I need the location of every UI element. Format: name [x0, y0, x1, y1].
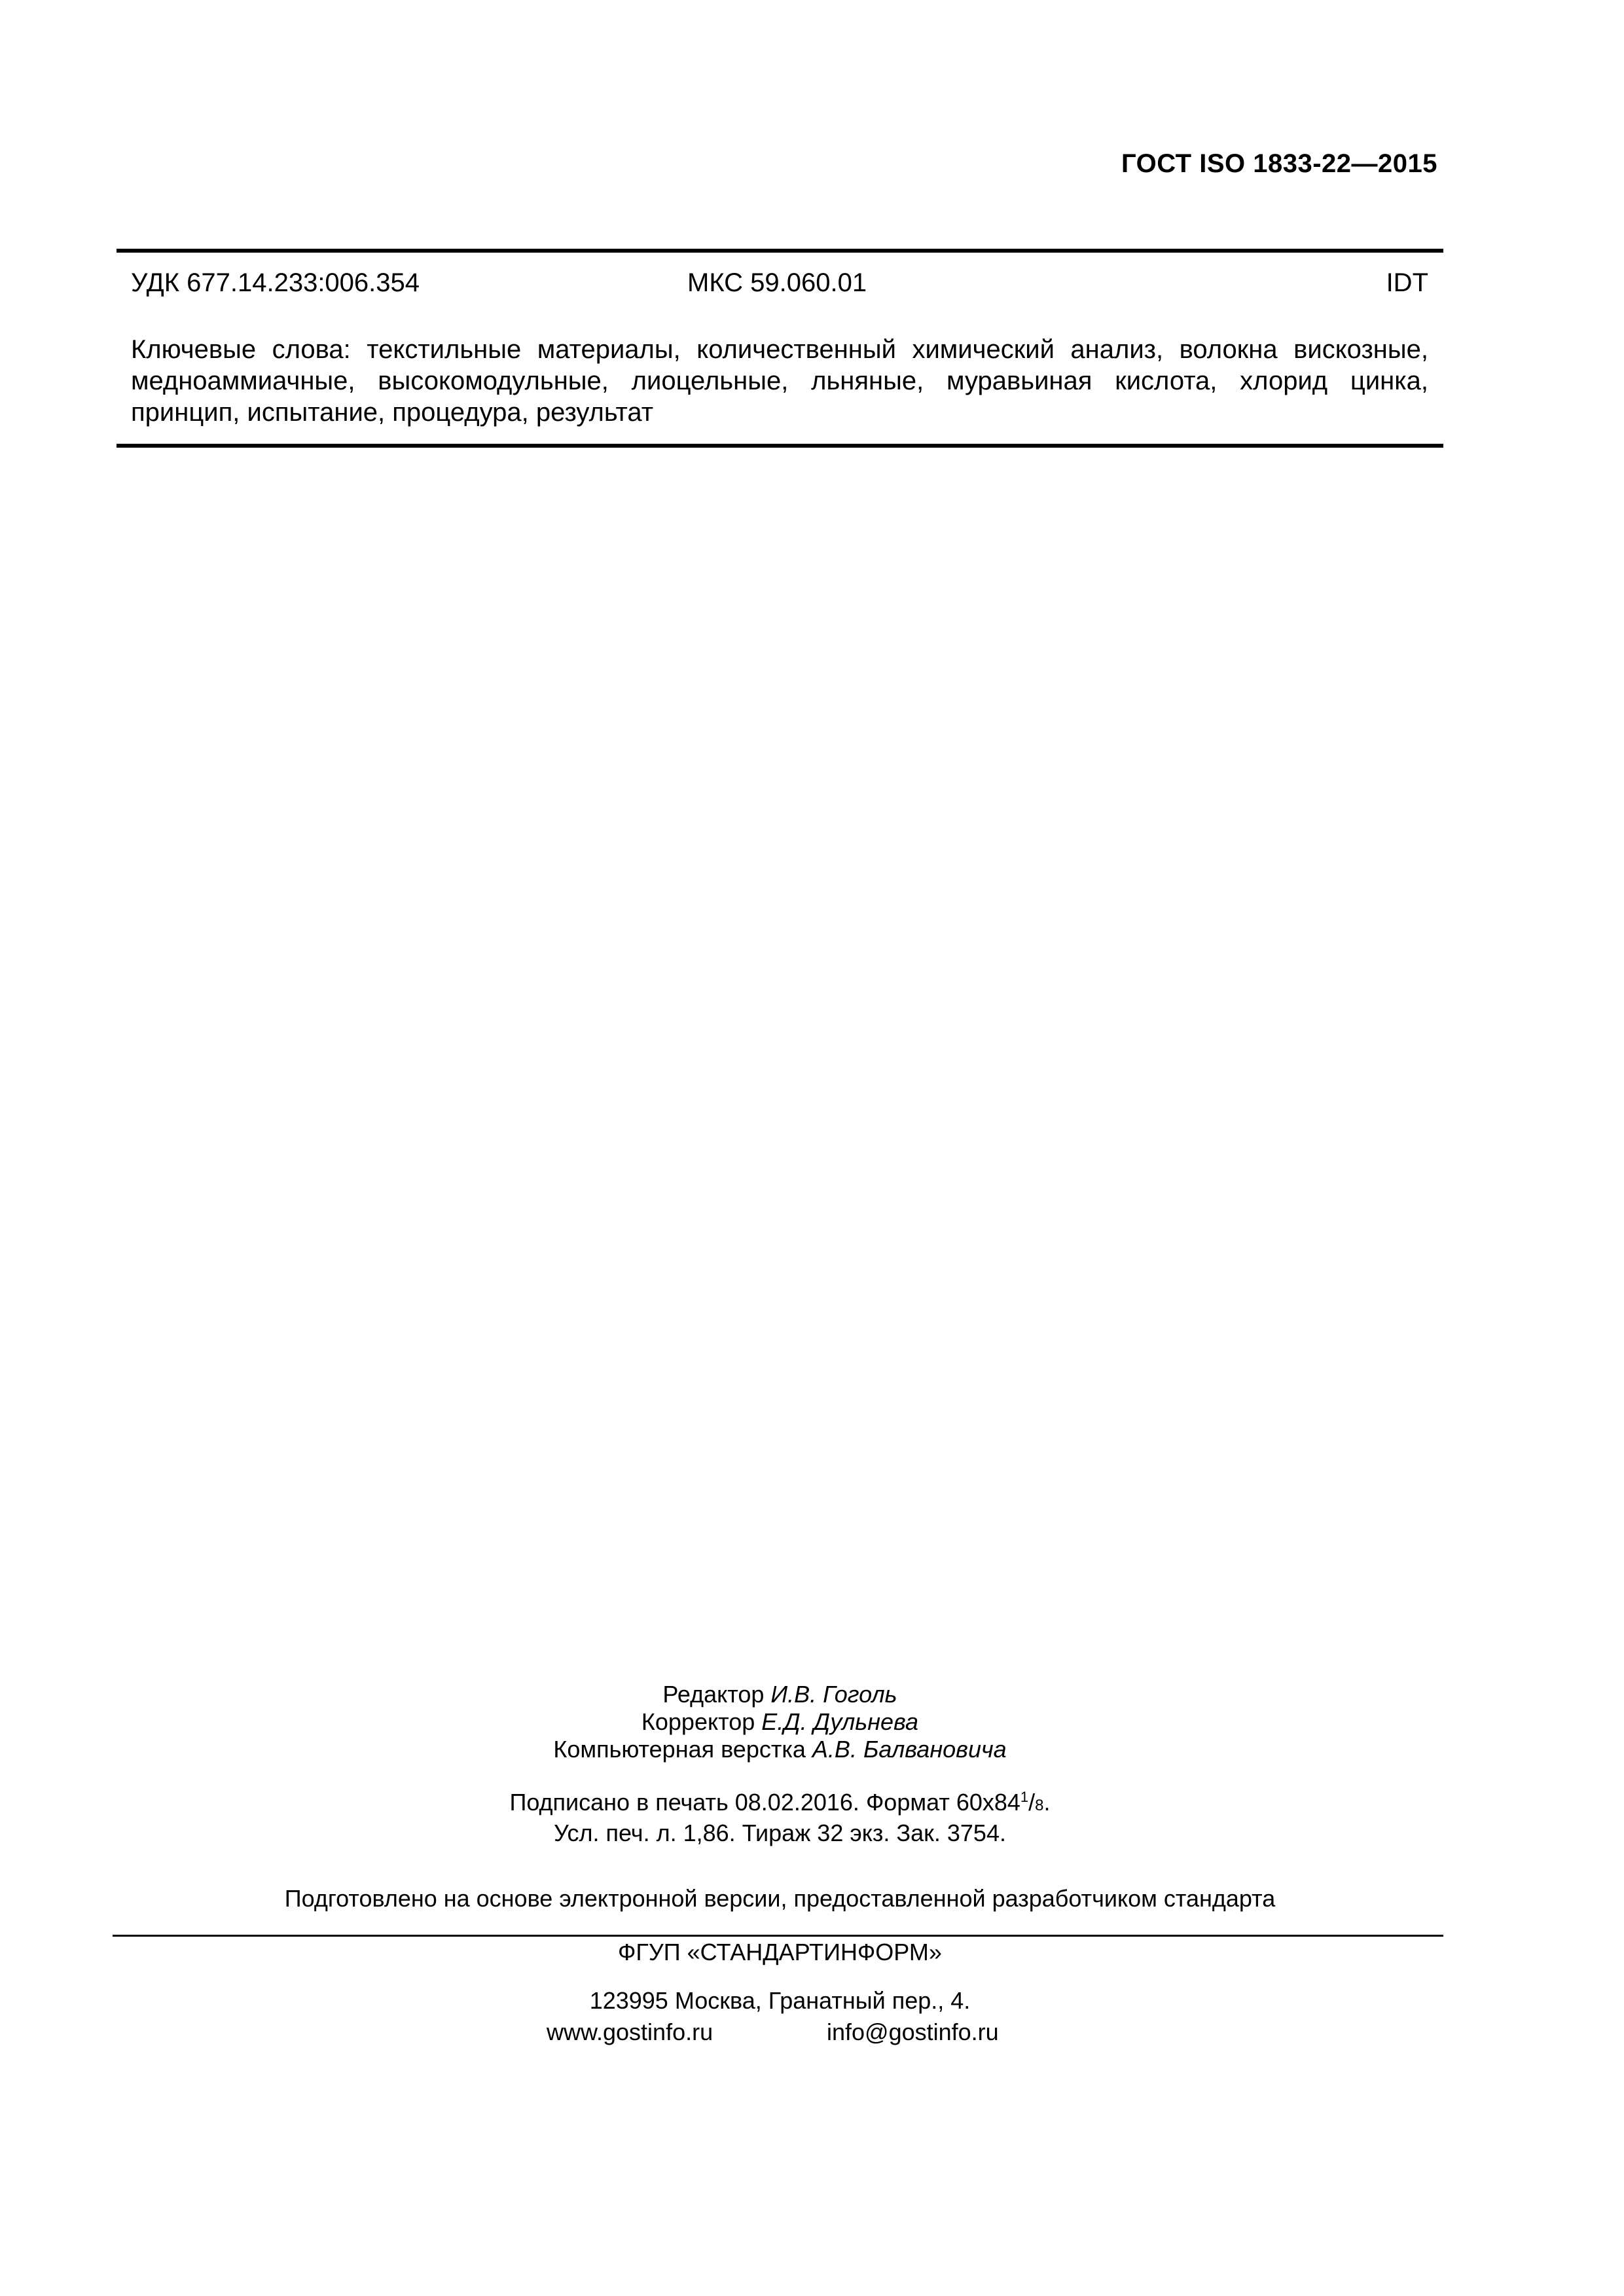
format-numerator: 1	[1020, 1789, 1029, 1805]
format-denominator: 8	[1035, 1797, 1044, 1814]
classification-row	[131, 268, 1428, 305]
top-divider	[117, 249, 1443, 253]
publisher-address: 123995 Москва, Гранатный пер., 4.	[589, 1987, 971, 2014]
website-link[interactable]: www.gostinfo.ru	[547, 2018, 713, 2045]
idt-label: IDT	[1386, 268, 1428, 297]
editor-line	[117, 1681, 1443, 1708]
credits-block	[117, 1681, 1443, 1763]
keywords-line: принцип, испытание, процедура, результат	[131, 398, 654, 427]
editor-label: Редактор	[662, 1681, 765, 1708]
signed-text: Подписано в печать 08.02.2016. Формат 60x84	[509, 1789, 1020, 1816]
print-info-block	[117, 1789, 1443, 1847]
layout-label: Компьютерная верстка	[553, 1736, 806, 1763]
udk-code: УДК 677.14.233:006.354	[131, 268, 420, 297]
print-details: Усл. печ. л. 1,86. Тираж 32 экз. Зак. 3754.	[554, 1820, 1006, 1846]
mks-code: МКС 59.060.01	[687, 268, 867, 297]
signed-line	[117, 1789, 1443, 1820]
corrector-label: Корректор	[641, 1708, 755, 1735]
prepared-note: Подготовлено на основе электронной версии, предоставленной разработчиком стандарта	[284, 1885, 1276, 1912]
editor-name: И.В. Гоголь	[770, 1681, 897, 1708]
layout-name: А.В. Балвановича	[812, 1736, 1007, 1763]
corrector-name: Е.Д. Дульнева	[761, 1708, 919, 1735]
publisher-contacts	[117, 2018, 1443, 2051]
bottom-divider	[117, 444, 1443, 448]
format-end: .	[1043, 1789, 1051, 1816]
publisher-name: ФГУП «СТАНДАРТИНФОРМ»	[618, 1939, 942, 1965]
keywords-line: Ключевые слова: текстильные материалы, количественный химический анализ, волокна вискозные,	[131, 335, 1428, 364]
keywords-line: медноаммиачные, высокомодульные, лиоцельные, льняные, муравьиная кислота, хлорид цинка,	[131, 367, 1428, 395]
document-code: ГОСТ ISO 1833-22—2015	[1121, 149, 1437, 178]
publisher-divider	[113, 1935, 1443, 1937]
keywords-block	[131, 334, 1428, 428]
format-separator: /	[1028, 1789, 1036, 1816]
layout-line	[117, 1736, 1443, 1763]
email-link[interactable]: info@gostinfo.ru	[827, 2018, 999, 2045]
corrector-line	[117, 1708, 1443, 1736]
